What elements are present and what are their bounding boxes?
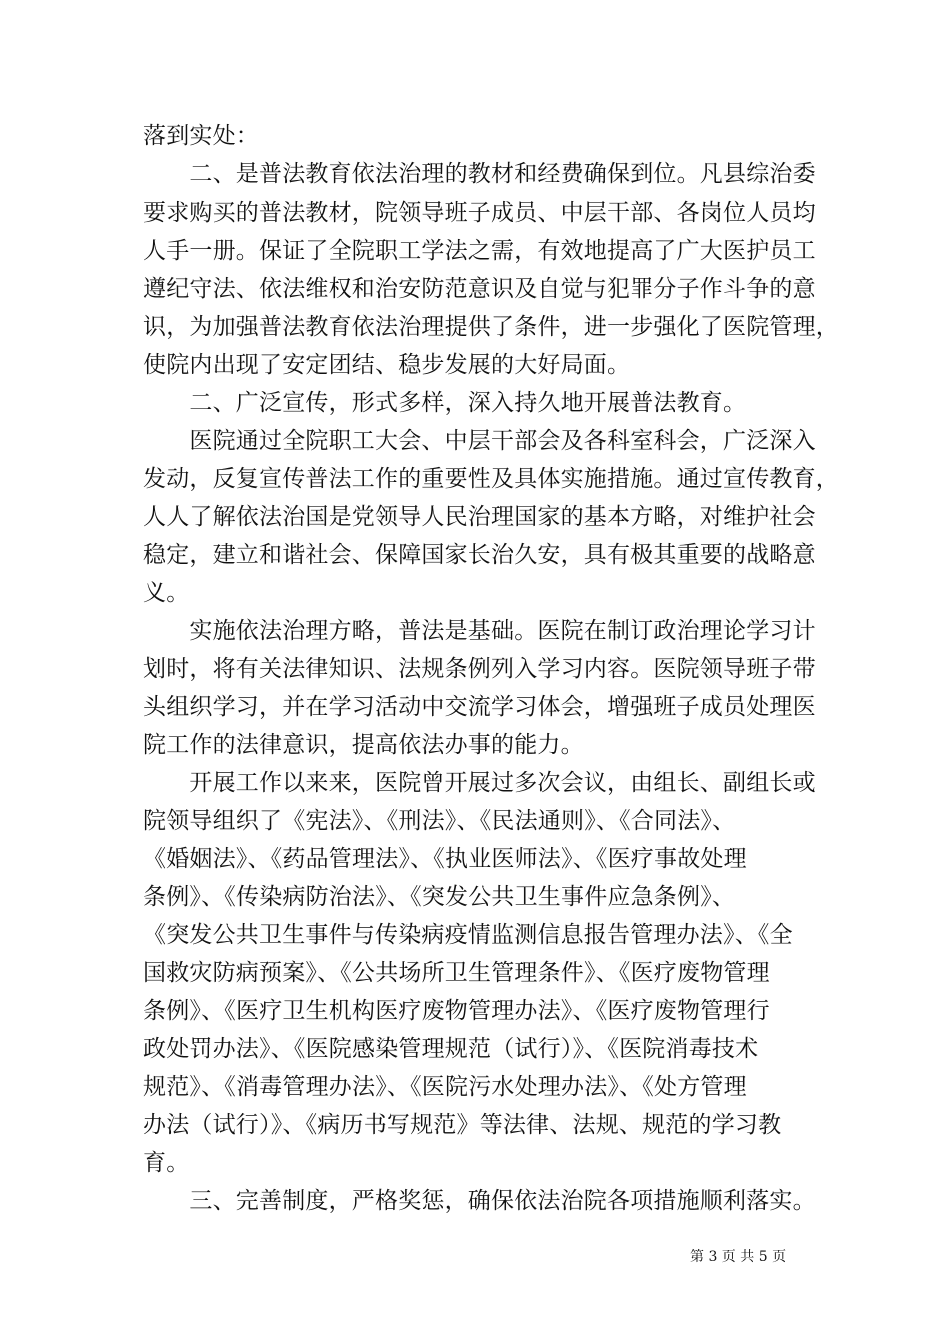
text-line: 政处罚办法》、《医院感染管理规范（试行）》、《医院消毒技术 [143,1036,759,1062]
text-line: 《突发公共卫生事件与传染病疫情监测信息报告管理办法》、《全 [143,922,793,948]
text-line: 开展工作以来来，医院曾开展过多次会议，由组长、副组长或 [143,770,816,796]
text-line: 发动，反复宣传普法工作的重要性及具体实施措施。通过宣传教育， [143,466,839,492]
text-line: 实施依法治理方略，普法是基础。医院在制订政治理论学习计 [143,618,816,644]
text-line: 规范》、《消毒管理办法》、《医院污水处理办法》、《处方管理 [143,1074,747,1100]
text-line: 遵纪守法、依法维权和治安防范意识及自觉与犯罪分子作斗争的意 [143,276,816,302]
text-line: 育。 [143,1150,190,1176]
text-line: 国救灾防病预案》、《公共场所卫生管理条件》、《医疗废物管理 [143,960,770,986]
text-line: 要求购买的普法教材，院领导班子成员、中层干部、各岗位人员均 [143,200,816,226]
text-line: 稳定，建立和谐社会、保障国家长治久安，具有极其重要的战略意 [143,542,816,568]
text-line: 使院内出现了安定团结、稳步发展的大好局面。 [143,352,631,378]
text-line: 头组织学习，并在学习活动中交流学习体会，增强班子成员处理医 [143,694,816,720]
text-line: 落到实处： [143,123,259,149]
page-number-footer: 第 3 页 共 5 页 [690,1249,787,1265]
text-line: 医院通过全院职工大会、中层干部会及各科室科会，广泛深入 [143,428,816,454]
text-line: 院领导组织了《宪法》、《刑法》、《民法通则》、《合同法》、 [143,808,736,834]
text-line: 二、是普法教育依法治理的教材和经费确保到位。凡县综治委 [143,161,816,187]
text-line: 条例》、《传染病防治法》、《突发公共卫生事件应急条例》、 [143,884,736,910]
text-line: 人人了解依法治国是党领导人民治理国家的基本方略，对维护社会 [143,504,816,530]
text-line: 义。 [143,580,190,606]
text-line: 二、广泛宣传，形式多样，深入持久地开展普法教育。 [143,390,747,416]
text-line: 三、完善制度，严格奖惩，确保依法治院各项措施顺利落实。 [143,1188,816,1214]
text-line: 人手一册。保证了全院职工学法之需，有效地提高了广大医护员工 [143,238,816,264]
text-line: 院工作的法律意识，提高依法办事的能力。 [143,732,584,758]
text-line: 《婚姻法》、《药品管理法》、《执业医师法》、《医疗事故处理 [143,846,747,872]
text-line: 识，为加强普法教育依法治理提供了条件，进一步强化了医院管理， [143,314,839,340]
text-line: 办法（试行）》、《病历书写规范》等法律、法规、规范的学习教 [143,1112,782,1138]
text-line: 划时，将有关法律知识、法规条例列入学习内容。医院领导班子带 [143,656,816,682]
text-line: 条例》、《医疗卫生机构医疗废物管理办法》、《医疗废物管理行 [143,998,770,1024]
